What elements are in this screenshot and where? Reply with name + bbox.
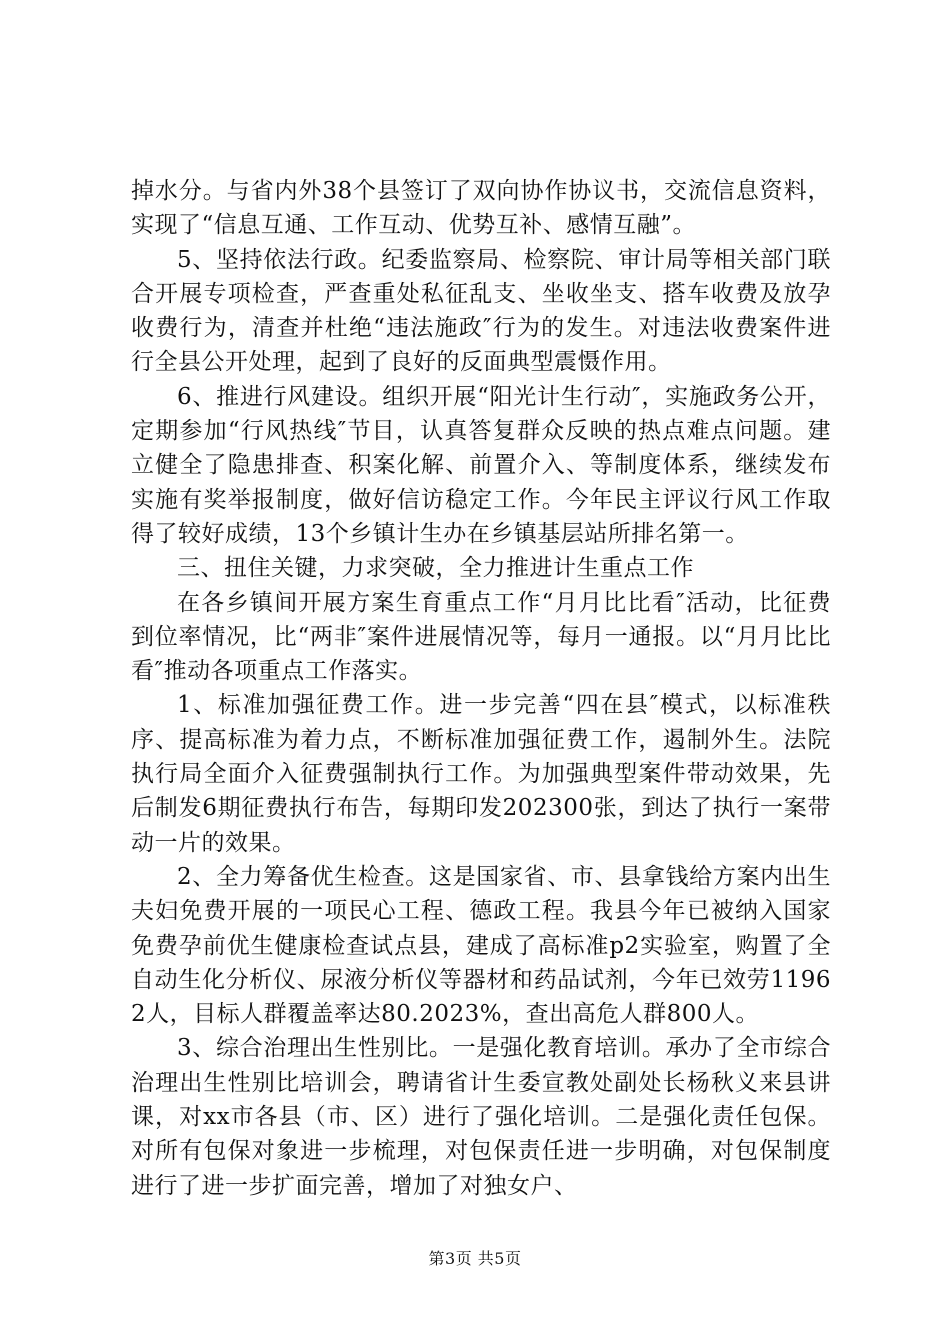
document-body	[131, 174, 831, 1203]
paragraph-item-3: 3、综合治理出生性别比。一是强化教育培训。承办了全市综合治理出生性别比培训会，聘请省计生委宣教处副处长杨秋义来县讲课，对xx市各县（市、区）进行了强化培训。二是强化责任包保。对所有包保对象进一步梳理，对包保责任进一步明确，对包保制度进行了进一步扩面完善，增加了对独女户、	[131, 1035, 831, 1199]
paragraph-item-1: 1、标准加强征费工作。进一步完善“四在县″模式，以标准秩序、提高标准为着力点，不断标准加强征费工作，遏制外生。法院执行局全面介入征费强制执行工作。为加强典型案件带动效果，先后制发6期征费执行布告，每期印发202300张，到达了执行一案带动一片的效果。	[131, 692, 831, 856]
paragraph-continuation: 掉水分。与省内外38个县签订了双向协作协议书，交流信息资料，实现了“信息互通、工作互动、优势互补、感情互融”。	[131, 178, 831, 239]
paragraph-item-6: 6、推进行风建设。组织开展“阳光计生行动″，实施政务公开，定期参加“行风热线″节目，认真答复群众反映的热点难点问题。建立健全了隐患排查、积案化解、前置介入、等制度体系，继续发布实施有奖举报制度，做好信访稳定工作。今年民主评议行风工作取得了较好成绩，13个乡镇计生办在乡镇基层站所排名第一。	[131, 383, 831, 547]
paragraph-item-5: 5、坚持依法行政。纪委监察局、检察院、审计局等相关部门联合开展专项检查，严查重处私征乱支、坐收坐支、搭车收费及放孕收费行为，清查并杜绝“违法施政″行为的发生。对违法收费案件进行全县公开处理，起到了良好的反面典型震慑作用。	[131, 246, 831, 376]
section-heading-3: 三、扭住关键，力求突破，全力推进计生重点工作	[177, 555, 694, 582]
paragraph-item-2: 2、全力筹备优生检查。这是国家省、市、县拿钱给方案内出生夫妇免费开展的一项民心工程、德政工程。我县今年已被纳入国家免费孕前优生健康检查试点县，建成了高标准p2实验室，购置了全自动生化分析仪、尿液分析仪等器材和药品试剂，今年已效劳11962人，目标人群覆盖率达80.2023%，查出高危人群800人。	[131, 863, 831, 1028]
paragraph-section-intro: 在各乡镇间开展方案生育重点工作“月月比比看″活动，比征费到位率情况，比“两非″案件进展情况等，每月一通报。以“月月比比看″推动各项重点工作落实。	[131, 589, 831, 685]
page-number-footer: 第3页 共5页	[428, 1249, 522, 1268]
